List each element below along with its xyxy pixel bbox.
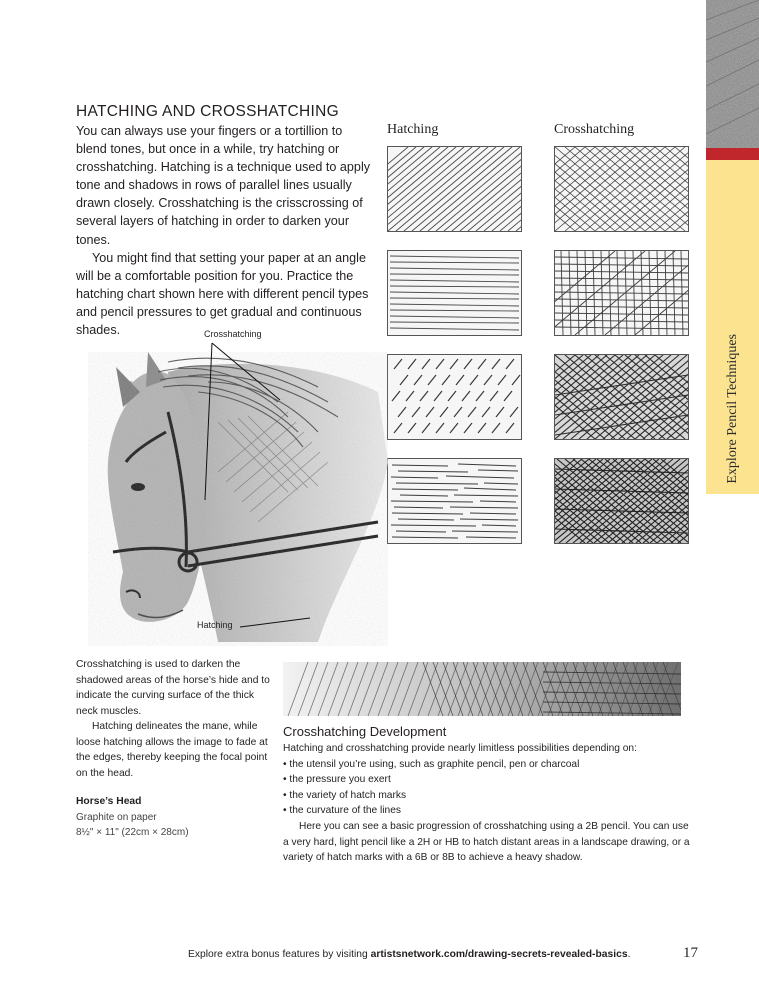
caption-paragraph-2: Hatching delineates the mane, while loose hatching allows the image to fade at the edges, thereby keeping the focal point on the head.	[76, 721, 268, 779]
caption-paragraph-1: Crosshatching is used to darken the shadowed areas of the horse’s hide and to indicate the curving surface of the thick neck muscles.	[76, 659, 270, 717]
artwork-medium: Graphite on paper	[76, 812, 157, 823]
crosshatching-development-strip	[283, 660, 681, 718]
list-item: • the curvature of the lines	[283, 803, 691, 819]
page-number: 17	[683, 945, 698, 961]
footer-text: Explore extra bonus features by visiting	[188, 949, 371, 960]
side-tab-label: Explore Pencil Techniques	[724, 334, 740, 484]
footer-link[interactable]: artistsnetwork.com/drawing-secrets-revealed-basics	[370, 949, 628, 960]
crosshatching-column-label: Crosshatching	[554, 122, 635, 137]
development-text	[283, 741, 691, 866]
development-closing: Here you can see a basic progression of crosshatching using a 2B pencil. You can use a very hard, light pencil like a 2H or HB to hatch distant areas in a landscape drawing, or a variety of hatch marks with a 6B or 8B to achieve a heavy shadow.	[283, 820, 690, 864]
footer-period: .	[627, 949, 631, 960]
intro-paragraph-1: You can always use your fingers or a tortillion to blend tones, but once in a while, try hatching or crosshatching. Hatching is a technique used to apply tone and shadows in rows of parallel lines usually drawn closely. Crosshatching is the crisscrossing of several layers of hatching in order to darken your tones.	[76, 124, 371, 247]
intro-paragraph-2: You might find that setting your paper at an angle will be a comfortable position for you. Practice the hatching chart shown here with different pencil types and pencil pressures to get gradual and continuous shades.	[76, 250, 369, 338]
artwork-title: Horse’s Head	[76, 796, 142, 807]
hatching-column-label: Hatching	[387, 122, 439, 137]
development-heading: Crosshatching Development	[283, 724, 447, 739]
list-item: • the pressure you exert	[283, 772, 691, 788]
artwork-size: 8½" × 11" (22cm × 28cm)	[76, 827, 189, 838]
section-heading: HATCHING AND CROSSHATCHING	[76, 103, 339, 120]
list-item: • the utensil you’re using, such as graphite pencil, pen or charcoal	[283, 757, 691, 773]
development-intro: Hatching and crosshatching provide nearly limitless possibilities depending on:	[283, 743, 637, 754]
list-item: • the variety of hatch marks	[283, 788, 691, 804]
hatching-callout: Hatching	[197, 620, 233, 630]
footer-note	[188, 949, 630, 960]
development-bullet-list	[283, 757, 691, 819]
horse-caption	[76, 657, 276, 781]
crosshatching-callout: Crosshatching	[204, 329, 262, 339]
